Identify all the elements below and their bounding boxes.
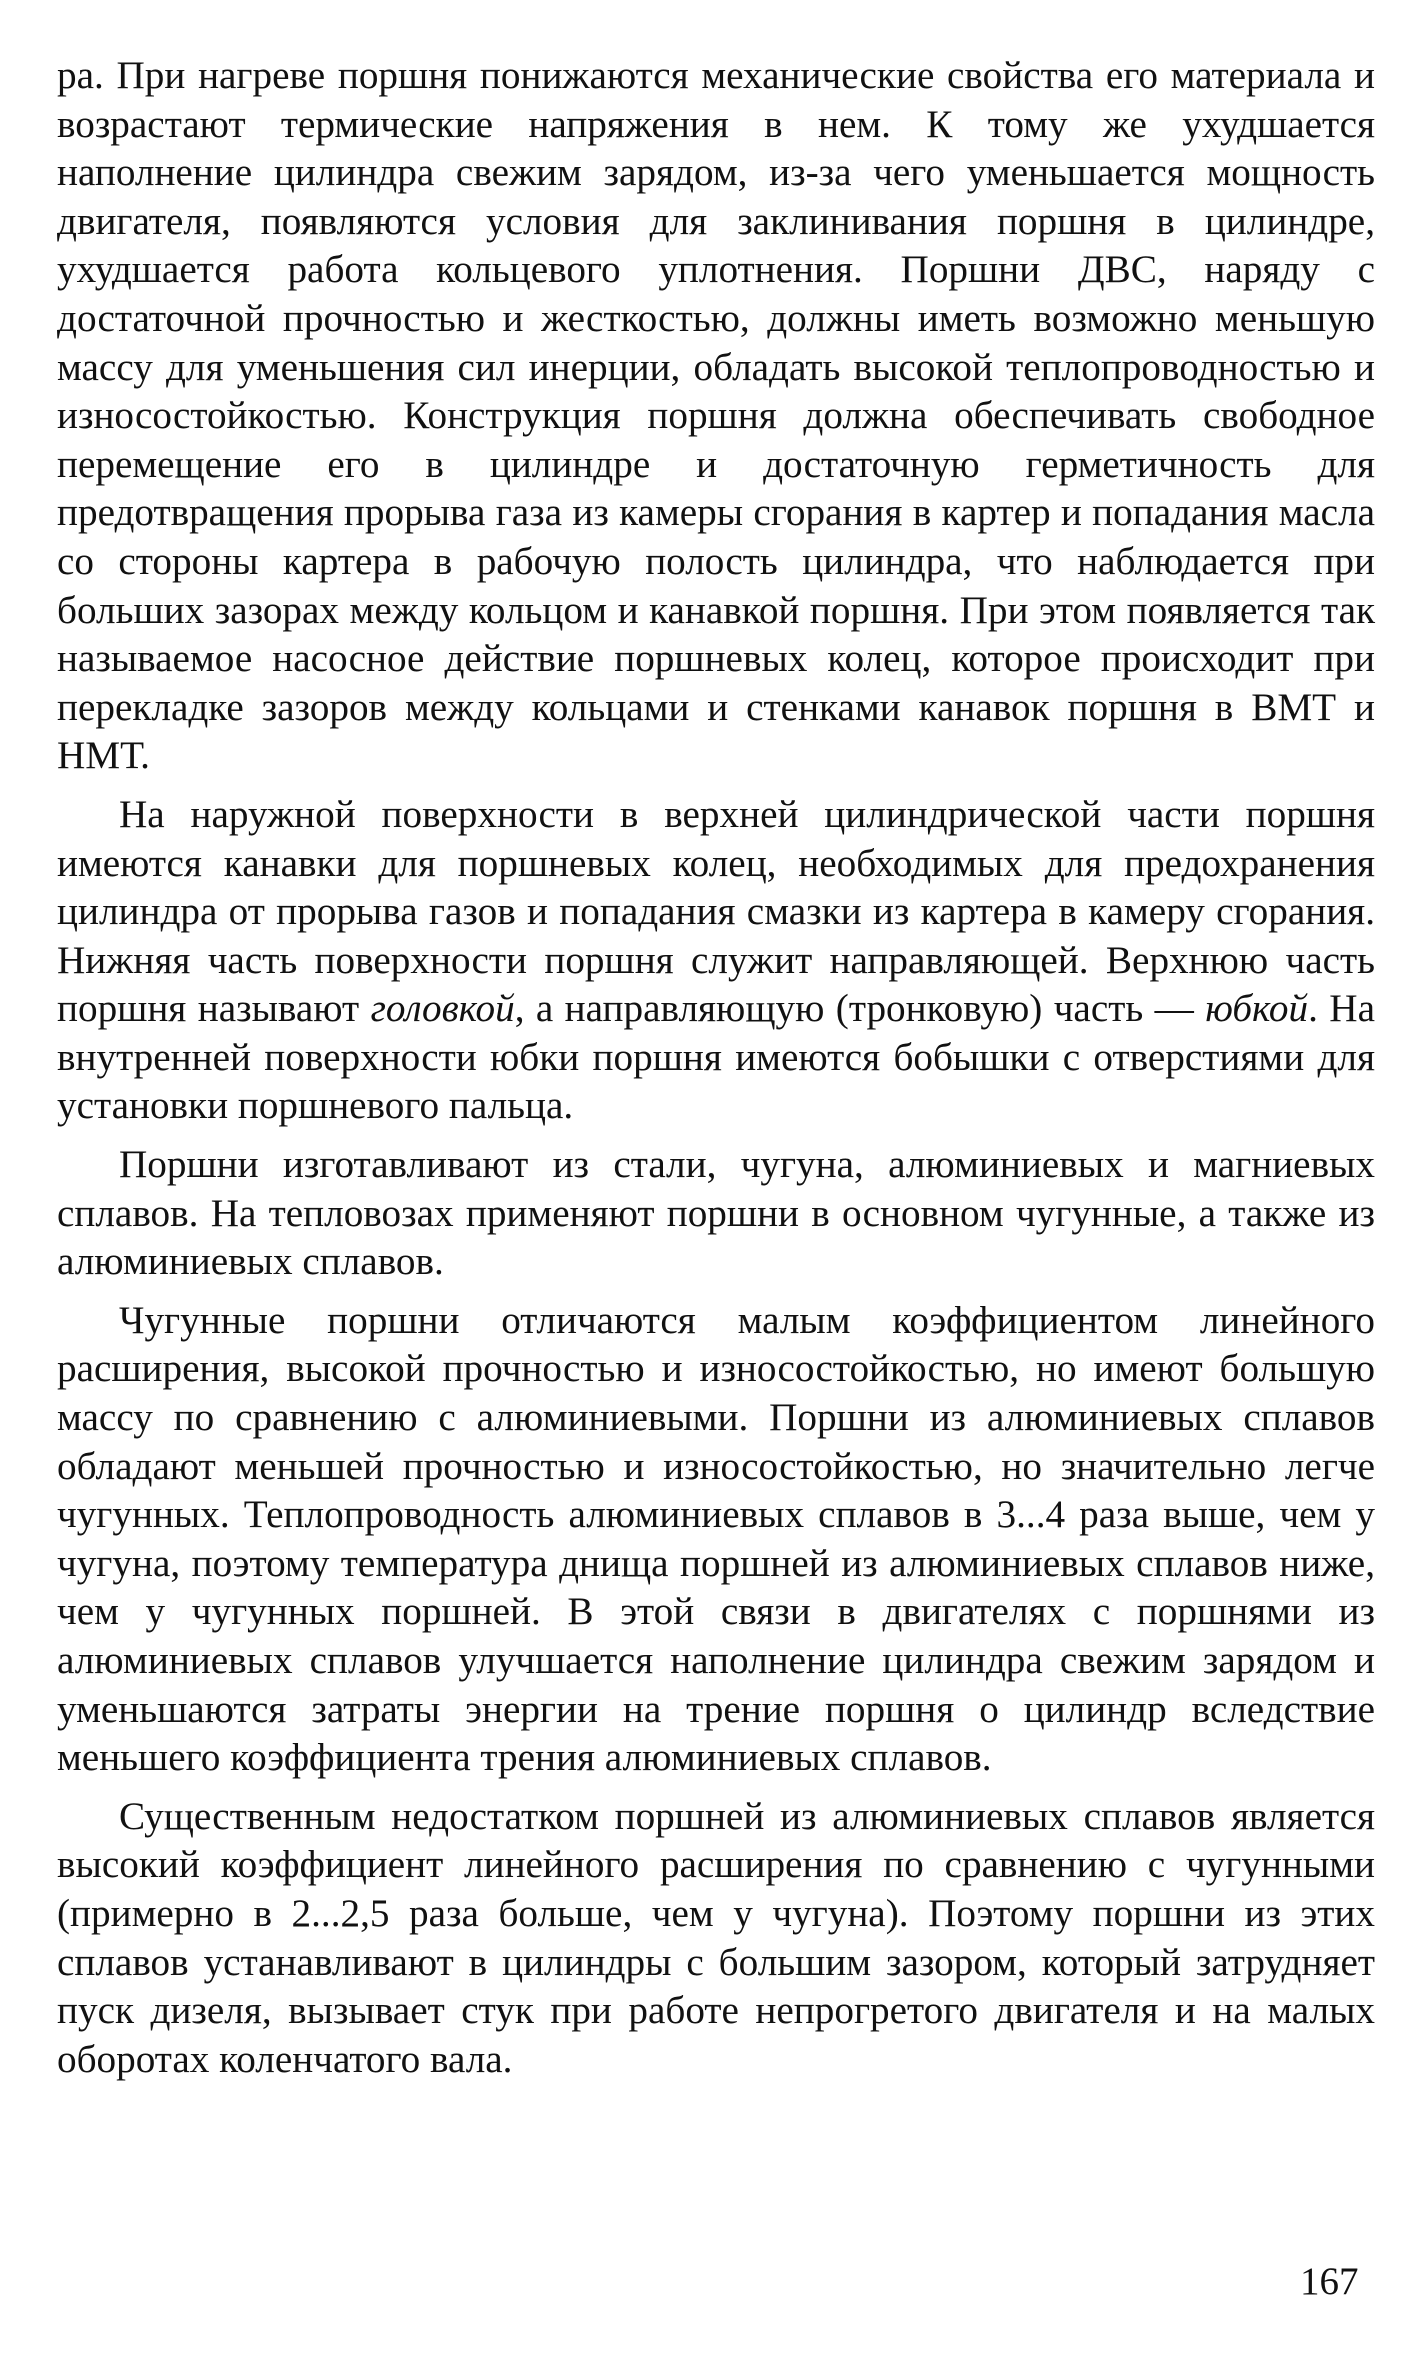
paragraph-2-text-b: , а направляющую (тронковую) часть — xyxy=(514,987,1206,1031)
paragraph-4-text: Чугунные поршни отличаются малым коэффициентом линейного расширения, высокой прочностью и износостойкостью, но имеют большую массу по сравнению с алюминиевыми. Поршни из алюминиевых сплавов обладают меньшей прочностью и износостойкостью, но значительно легче чугунных. Теплопроводность алюминиевых сплавов в 3...4 раза выше, чем у чугуна, поэтому температура днища поршней из алюминиевых сплавов ниже, чем у чугунных поршней. В этой связи в двигателях с поршнями из алюминиевых сплавов улучшается наполнение цилиндра свежим зарядом и уменьшаются затраты энергии на трение поршня о цилиндр вследствие меньшего коэффициента трения алюминиевых сплавов. xyxy=(57,1298,1375,1780)
paragraph-3 xyxy=(57,1141,1375,1287)
paragraph-5-text: Существенным недостатком поршней из алюминиевых сплавов является высокий коэффициент линейного расширения по сравнению с чугунными (примерно в 2...2,5 раза больше, чем у чугуна). Поэтому поршни из этих сплавов устанавливают в цилиндры с большим зазором, который затрудняет пуск дизеля, вызывает стук при работе непрогретого двигателя и на малых оборотах коленчатого вала. xyxy=(57,1794,1375,2081)
paragraph-1 xyxy=(57,52,1375,781)
page-number: 167 xyxy=(1300,2260,1359,2303)
paragraph-1-text: ра. При нагреве поршня понижаются механические свойства его материала и возрастают термические напряжения в нем. К тому же ухудшается наполнение цилиндра свежим зарядом, из-за чего уменьшается мощность двигателя, появляются условия для заклинивания поршня в цилиндре, ухудшается работа кольцевого уплотнения. Поршни ДВС, наряду с достаточной прочностью и жесткостью, должны иметь возможно меньшую массу для уменьшения сил инерции, обладать высокой теплопроводностью и износостойкостью. Конструкция поршня должна обеспечивать свободное перемещение его в цилиндре и достаточную герметичность для предотвращения прорыва газа из камеры сгорания в картер и попадания масла со стороны картера в рабочую полость цилиндра, что наблюдается при больших зазорах между кольцом и канавкой поршня. При этом появляется так называемое насосное действие поршневых колец, которое происходит при перекладке зазоров между кольцами и стенками канавок поршня в ВМТ и НМТ. xyxy=(57,54,1375,778)
paragraph-2 xyxy=(57,791,1375,1131)
paragraph-2-text-a: На наружной поверхности в верхней цилиндрической части поршня имеются канавки для поршневых колец, необходимых для предохранения цилиндра от прорыва газов и попадания смазки из картера в камеру сгорания. Нижняя часть поверхности поршня служит направляющей. Верхнюю часть поршня называют xyxy=(57,792,1375,1031)
page-body xyxy=(57,52,1375,2094)
paragraph-3-text: Поршни изготавливают из стали, чугуна, алюминиевых и магниевых сплавов. На тепловозах применяют поршни в основном чугунные, а также из алюминиевых сплавов. xyxy=(57,1143,1375,1284)
paragraph-2-text-c: . На внутренней поверхности юбки поршня имеются бобышки с отверстиями для установки поршневого пальца. xyxy=(57,987,1375,1128)
term-golovka: головкой xyxy=(370,987,515,1031)
paragraph-5 xyxy=(57,1793,1375,2085)
term-yubka: юбкой xyxy=(1205,987,1309,1031)
paragraph-4 xyxy=(57,1297,1375,1783)
